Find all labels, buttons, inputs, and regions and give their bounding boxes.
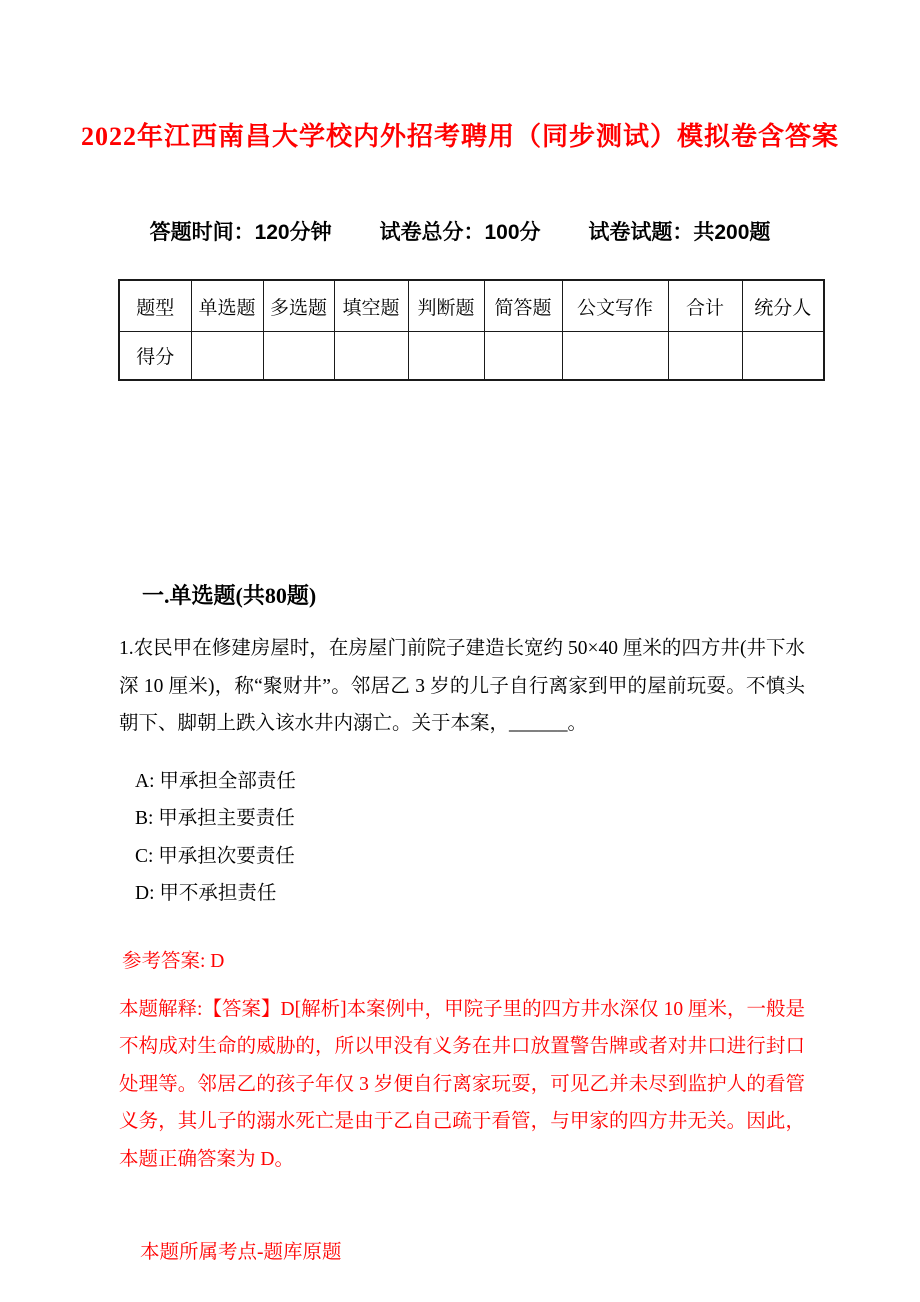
section-heading-single-choice: 一.单选题(共80题) [142, 583, 317, 608]
score-table [118, 279, 825, 381]
info-question-count: 试卷试题：共200题 [588, 221, 771, 244]
score-cell-empty [742, 332, 824, 381]
score-table-header-scorer: 统分人 [742, 280, 824, 332]
document-title: 2022年江西南昌大学校内外招考聘用（同步测试）模拟卷含答案 [80, 122, 839, 151]
question-1-text: 1.农民甲在修建房屋时，在房屋门前院子建造长宽约 50×40 厘米的四方井(井下水深 10 厘米)，称“聚财井”。邻居乙 3 岁的儿子自行离家到甲的屋前玩耍。不慎头朝下、脚朝上跌入该水井内溺亡。关于本案，______。 [119, 638, 805, 734]
info-answer-time: 答题时间：120分钟 [149, 221, 332, 244]
score-cell-empty [408, 332, 484, 381]
score-cell-empty [334, 332, 408, 381]
score-table-header-single-choice: 单选题 [191, 280, 263, 332]
score-table-header-fill-blank: 填空题 [334, 280, 408, 332]
score-cell-empty [484, 332, 562, 381]
score-table-score-row [119, 332, 824, 381]
answer-explanation: 本题解释:【答案】D[解析]本案例中，甲院子里的四方井水深仅 10 厘米，一般是不构成对生命的威胁的，所以甲没有义务在井口放置警告牌或者对井口进行封口处理等。邻居乙的孩子年仅 3 岁便自行离家玩耍，可见乙并未尽到监护人的看管义务，其儿子的溺水死亡是由于乙自己疏于看管，与甲家的四方井无关。因此，本题正确答案为 D。 [119, 998, 805, 1170]
score-table-header-row [119, 280, 824, 332]
score-table-header-multi-choice: 多选题 [263, 280, 334, 332]
reference-answer: 参考答案: D [122, 950, 225, 972]
score-table-header-total: 合计 [668, 280, 742, 332]
score-cell-empty [263, 332, 334, 381]
score-cell-empty [562, 332, 668, 381]
info-total-score: 试卷总分：100分 [379, 221, 541, 244]
option-d: D: 甲不承担责任 [135, 883, 277, 904]
option-b: B: 甲承担主要责任 [135, 808, 295, 829]
score-cell-empty [191, 332, 263, 381]
question-source-note: 本题所属考点-题库原题 [140, 1242, 342, 1263]
score-cell-empty [668, 332, 742, 381]
score-table-header-short-answer: 简答题 [484, 280, 562, 332]
exam-info-line [0, 216, 920, 246]
score-table-header-true-false: 判断题 [408, 280, 484, 332]
option-a: A: 甲承担全部责任 [135, 770, 296, 792]
score-table-header-question-type: 题型 [119, 280, 191, 332]
score-table-header-official-writing: 公文写作 [562, 280, 668, 332]
question-1-options [135, 763, 920, 913]
score-row-label: 得分 [119, 332, 191, 381]
option-c: C: 甲承担次要责任 [135, 845, 295, 867]
